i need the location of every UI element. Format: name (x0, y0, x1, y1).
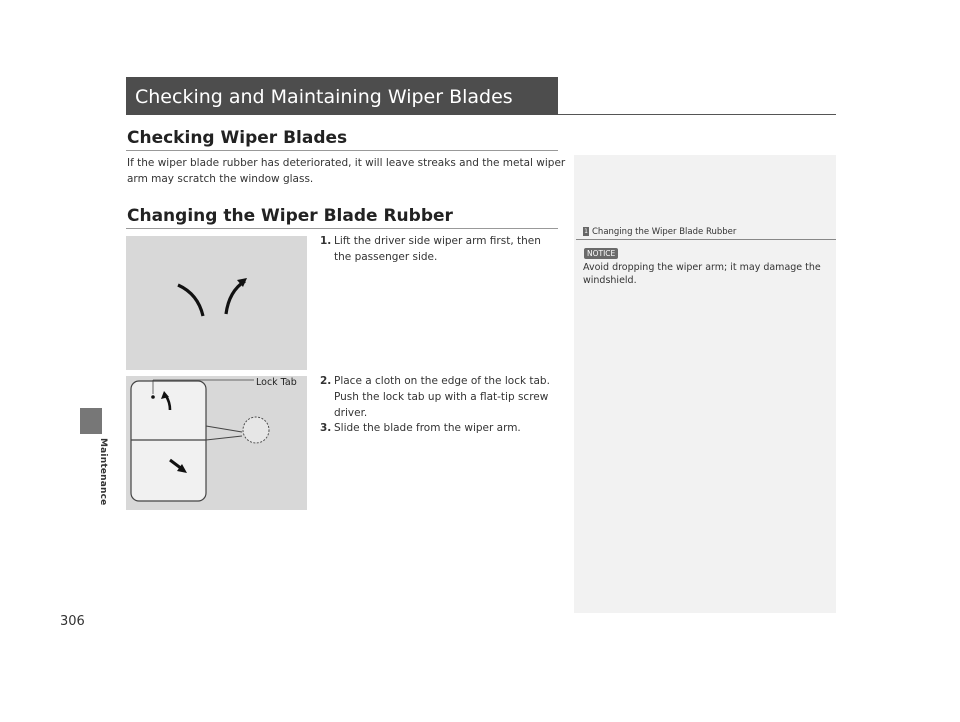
title-rule (558, 114, 836, 115)
step-1: 1. Lift the driver side wiper arm first, then the passenger side. (320, 235, 541, 263)
note-marker-icon: 1 (584, 228, 588, 235)
step-2: 2. Place a cloth on the edge of the lock tab. Push the lock tab up with a flat-tip screw driver. (320, 375, 550, 419)
note-heading: 1 Changing the Wiper Blade Rubber (584, 227, 737, 237)
section-rule (126, 150, 558, 151)
section-rule (126, 228, 558, 229)
section-heading-checking: Checking Wiper Blades (127, 128, 348, 148)
page-title: Checking and Maintaining Wiper Blades (135, 86, 513, 108)
page-number: 306 (60, 614, 85, 629)
section-heading-changing: Changing the Wiper Blade Rubber (127, 206, 453, 226)
step-3: 3. Slide the blade from the wiper arm. (320, 422, 521, 434)
lock-tab-label: Lock Tab (256, 377, 297, 388)
checking-paragraph: If the wiper blade rubber has deteriorated, it will leave streaks and the metal wiper arm may scratch the window glass. (127, 157, 566, 185)
chapter-tab-marker (80, 408, 102, 434)
note-text: Avoid dropping the wiper arm; it may damage the windshield. (583, 262, 821, 286)
notice-badge: NOTICE (584, 248, 618, 259)
wiper-lift-figure (126, 236, 307, 370)
driver-wiper-arrow-icon (178, 285, 203, 316)
side-note-panel (574, 155, 836, 613)
chapter-side-label: Maintenance (98, 438, 108, 506)
note-rule (576, 239, 836, 240)
title-banner (126, 77, 558, 115)
lock-tab-figure (126, 376, 307, 510)
